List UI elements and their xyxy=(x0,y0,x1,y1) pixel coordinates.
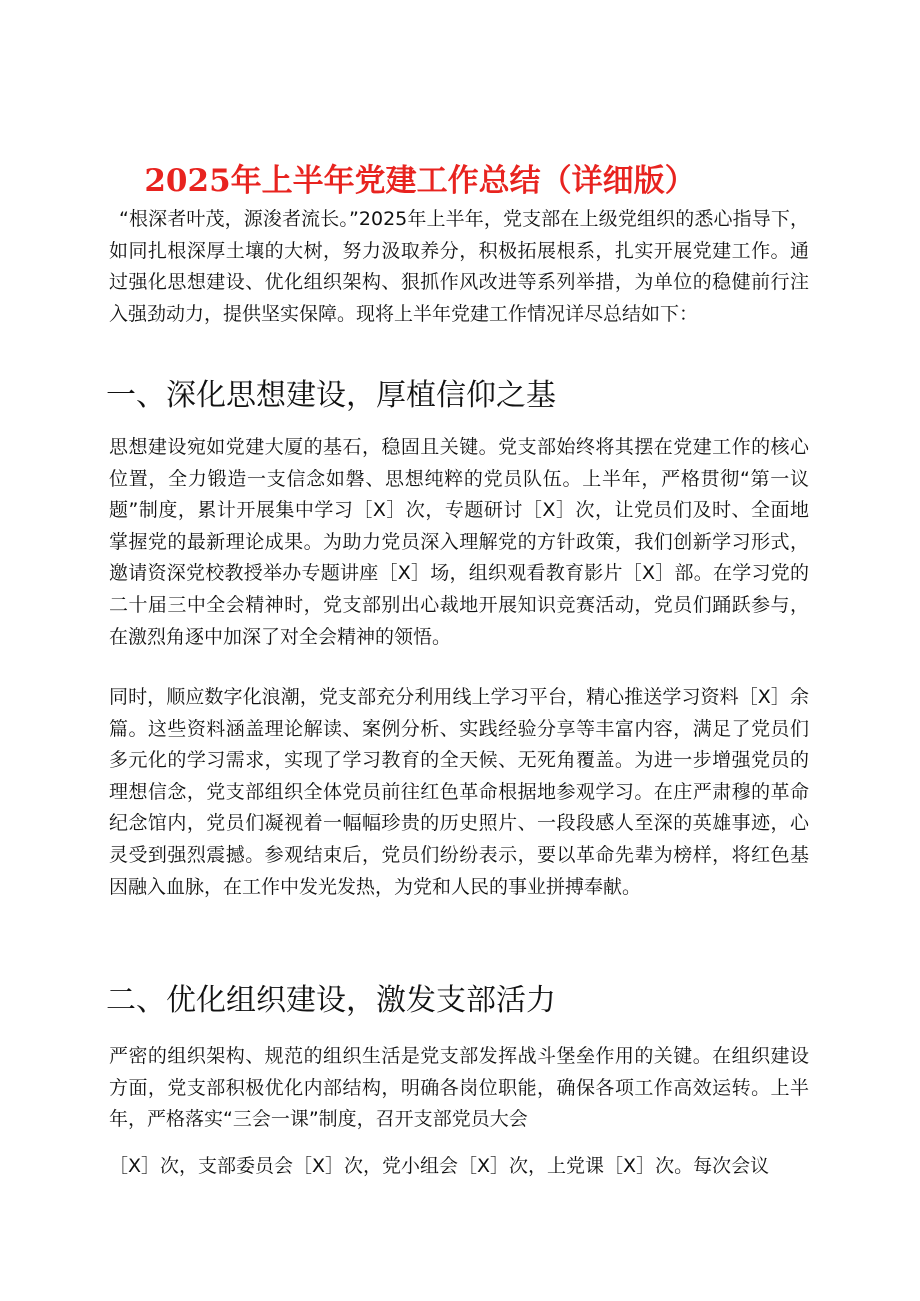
section-1-heading: 一、深化思想建设，厚植信仰之基 xyxy=(106,378,556,413)
section-2-paragraph-1: 严密的组织架构、规范的组织生活是党支部发挥战斗堡垒作用的关键。在组织建设方面，党支部积极优化内部结构，明确各岗位职能，确保各项工作高效运转。上半年，严格落实“三会一课”制度，召开支部党员大会 xyxy=(109,1045,809,1131)
section-1-paragraph-1: 思想建设宛如党建大厦的基石，稳固且关键。党支部始终将其摆在党建工作的核心位置，全力锻造一支信念如磐、思想纯粹的党员队伍。上半年，严格贯彻“第一议题”制度，累计开展集中学习［X］次，专题研讨［X］次，让党员们及时、全面地掌握党的最新理论成果。为助力党员深入理解党的方针政策，我们创新学习形式，邀请资深党校教授举办专题讲座［X］场，组织观看教育影片［X］部。在学习党的二十届三中全会精神时，党支部别出心裁地开展知识竞赛活动，党员们踊跃参与，在激烈角逐中加深了对全会精神的领悟。 xyxy=(109,436,809,648)
section-1-paragraph-2: 同时，顺应数字化浪潮，党支部充分利用线上学习平台，精心推送学习资料［X］余篇。这些资料涵盖理论解读、案例分析、实践经验分享等丰富内容，满足了党员们多元化的学习需求，实现了学习教育的全天候、无死角覆盖。为进一步增强党员的理想信念，党支部组织全体党员前往红色革命根据地参观学习。在庄严肃穆的革命纪念馆内，党员们凝视着一幅幅珍贵的历史照片、一段段感人至深的英雄事迹，心灵受到强烈震撼。参观结束后，党员们纷纷表示，要以革命先辈为榜样，将红色基因融入血脉，在工作中发光发热，为党和人民的事业拼搏奉献。 xyxy=(109,686,809,898)
document-title: 2025年上半年党建工作总结（详细版） xyxy=(144,162,696,199)
section-2-paragraph-2: ［X］次，支部委员会［X］次，党小组会［X］次，上党课［X］次。每次会议 xyxy=(109,1155,770,1177)
section-2-heading: 二、优化组织建设，激发支部活力 xyxy=(106,983,556,1018)
intro-paragraph: “根深者叶茂，源浚者流长。”2025年上半年，党支部在上级党组织的悉心指导下，如同扎根深厚土壤的大树，努力汲取养分，积极拓展根系，扎实开展党建工作。通过强化思想建设、优化组织架构、狠抓作风改进等系列举措，为单位的稳健前行注入强劲动力，提供坚实保障。现将上半年党建工作情况详尽总结如下： xyxy=(109,208,809,325)
